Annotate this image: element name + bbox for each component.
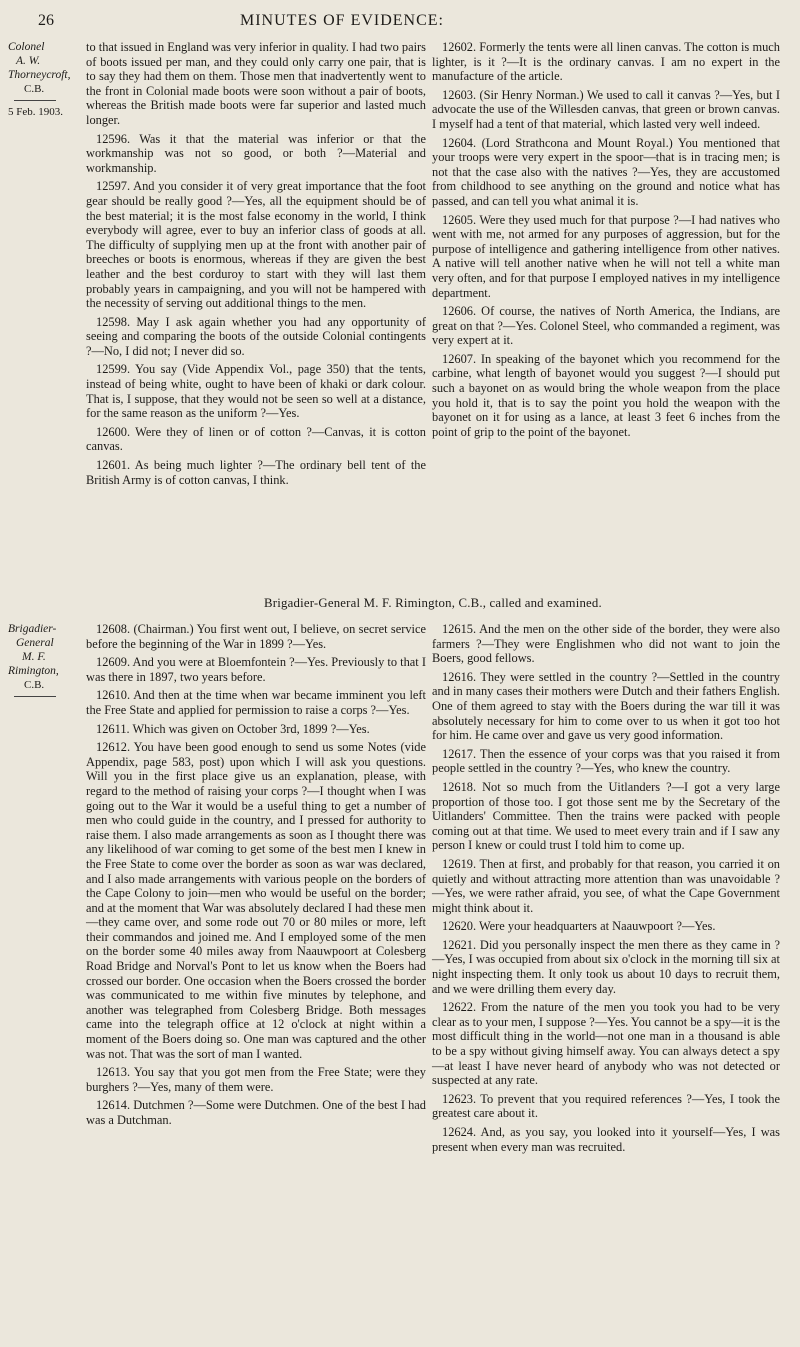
paragraph: 12607. In speaking of the bayonet which you recommend for the carbine, what length of bayonet would you suggest ?—I should put such a bayonet on as would bring the whole weapon from the place you hold it, that is to say the point you hold the weapon with the bayonet on it for using as a lance, at least 3 feet 6 inches from the point of grip to the point of the bayonet. xyxy=(432,351,780,439)
paragraph: 12613. You say that you got men from the Free State; were they burghers ?—Yes, many of them were. xyxy=(86,1065,426,1094)
paragraph: 12596. Was it that the material was inferior or that the workmanship was not so good, or both ?—Material and workmanship. xyxy=(86,131,426,175)
sidenote-line: A. W. xyxy=(16,55,41,67)
page-header xyxy=(0,10,800,36)
paragraph: 12615. And the men on the other side of the border, they were also farmers ?—They were Englishmen who did not want to join the Boers, good fellows. xyxy=(432,622,780,666)
paragraph: 12623. To prevent that you required references ?—Yes, I took the greatest care about it. xyxy=(432,1091,780,1121)
sidenote-line: Brigadier- xyxy=(8,623,57,635)
paragraph: 12624. And, as you say, you looked into it yourself—Yes, I was present when every man was recruited. xyxy=(432,1125,780,1154)
paragraph: 12616. They were settled in the country ?—Settled in the country and in many cases their mothers were Dutch and their fathers English. One of them agreed to stay with the Boers during the war till it was absolutely necessary for him to come over to us when it got too hot for him. He came over and gave us very good information. xyxy=(432,669,780,743)
paragraph: 12617. Then the essence of your corps was that you raised it from people settled in the country ?—Yes, who knew the country. xyxy=(432,746,780,776)
paragraph: 12600. Were they of linen or of cotton ?—Canvas, it is cotton canvas. xyxy=(86,424,426,454)
running-title: MINUTES OF EVIDENCE: xyxy=(240,12,444,29)
column-left-2 xyxy=(86,622,426,1132)
paragraph: 12604. (Lord Strathcona and Mount Royal.) You mentioned that your troops were very expert in the spoor—that is in tracing men; is not that the case also with the natives ?—Yes, they are accustomed from childhood to see anything on the ground and notice what has passed, and can tell you what animal it is. xyxy=(432,135,780,208)
paragraph: 12603. (Sir Henry Norman.) We used to call it canvas ?—Yes, but I advocate the use of the Willesden canvas, that green or brown canvas. I myself had a tent of that material, which lasted very well indeed. xyxy=(432,87,780,131)
sidenote-line: C.B. xyxy=(24,83,45,95)
paragraph: 12612. You have been good enough to send us some Notes (vide Appendix, page 583, post) upon which I will ask you questions. Will you in the first place give us an explanation, please, with regard to the method of raising your corps ?—I thought when I was going out to the War it would be a useful thing to get a number of men who could guide in the country, and I pressed for authority to raise them. I also made arrangements as soon as I thought there was any likelihood of war coming to get some of the best men I knew in the Free State to come over the border as soon as war was declared, and I also made arrangements with various people on the borders of the Cape Colony to join—men who would be useful on the border; and at the moment that War was absolutely declared I had these men—they came over, and some rode out 70 or 80 miles or more, left their commandos and joined me. And I employed some of the men on the border some 40 miles away from Naauwpoort at Colesberg Road Bridge and Norval's Pont to let us know when the Boers had crossed our border. One occasion when the Boers crossed the border was communicated to me within five minutes by telephone, and another was telegraphed from Colesberg Bridge. Both messages came into the telegraph office at 12 o'clock at night within a moment of the Boers doing so. One man was captured and the other was not. That was the sort of man I wanted. xyxy=(86,740,426,1061)
paragraph: 12609. And you were at Bloemfontein ?—Yes. Previously to that I was there in 1897, two years before. xyxy=(86,655,426,684)
paragraph: 12601. As being much lighter ?—The ordinary bell tent of the British Army is of cotton canvas, I think. xyxy=(86,458,426,487)
paragraph: 12620. Were your headquarters at Naauwpoort ?—Yes. xyxy=(442,919,716,934)
paragraph: 12599. You say (Vide Appendix Vol., page 350) that the tents, instead of being white, ought to have been of khaki or dark colour. That is, I suppose, that they would not be seen so well at a distance, for the same reason as the uniform ?—Yes. xyxy=(86,362,426,421)
page-number: 26 xyxy=(38,12,54,29)
witness-sidenote-1 xyxy=(8,40,78,119)
paragraph: 12619. Then at first, and probably for that reason, you carried it on quietly and without attracting more attention than was unavoidable ?—Yes, we were rather afraid, you see, of what the Cape Government might think about it. xyxy=(432,856,780,915)
paragraph: 12606. Of course, the natives of North America, the Indians, are great on that ?—Yes. Colonel Steel, who commanded a regiment, was very expert at it. xyxy=(432,304,780,348)
column-right-1 xyxy=(432,40,780,443)
sidenote-line: C.B. xyxy=(24,679,45,691)
sidenote-line: Rimington, xyxy=(8,665,59,677)
paragraph: 12622. From the nature of the men you took you had to be very clear as to your men, I suppose ?—Yes. You cannot be a spy—it is the most difficult thing in the world—not one man in a thousand is able to be a spy without giving himself away. You can always detect a spy—at least I have never heard of anybody who was not detected or suspected at any rate. xyxy=(432,1000,780,1088)
paragraph: 12605. Were they used much for that purpose ?—I had natives who went with me, not armed for any purposes of aggression, but for the purpose of intelligence and gathering intelligence from other natives. A native will tell another native when he will not tell a white man very often, and for that purpose I employed natives in my intelligence department. xyxy=(432,212,780,300)
sidenote-line: General xyxy=(16,637,54,649)
paragraph: 12610. And then at the time when war became imminent you left the Free State and applied for permission to raise a corps ?—Yes. xyxy=(86,688,426,717)
paragraph: 12598. May I ask again whether you had any opportunity of seeing and comparing the boots of the outside Colonial contingents ?—No, I did not; I never did so. xyxy=(86,314,426,358)
sidenote-line: Colonel xyxy=(8,41,45,53)
paragraph: 12614. Dutchmen ?—Some were Dutchmen. One of the best I had was a Dutchman. xyxy=(86,1098,426,1127)
paragraph: to that issued in England was very inferior in quality. I had two pairs of boots issued per man, and they could only carry one pair, that is to say they had them on them. Those men that inadvertently went to the front in Colonial made boots were soon without a pair of boots, whereas the British made boots were far superior and lasted much longer. xyxy=(86,40,426,127)
paragraph: 12608. (Chairman.) You first went out, I believe, on secret service before the beginning of the War in 1899 ?—Yes. xyxy=(86,622,426,651)
sidenote-line: M. F. xyxy=(22,651,46,663)
column-right-2 xyxy=(432,622,780,1158)
paragraph: 12611. Which was given on October 3rd, 1899 ?—Yes. xyxy=(96,721,370,736)
paragraph: 12621. Did you personally inspect the men there as they came in ?—Yes, I was occupied from about six o'clock in the morning till six at night inspecting them. It only took us about 10 days to recruit them, and we were drilling them every day. xyxy=(432,937,780,996)
sidenote-line: Thorneycroft, xyxy=(8,69,71,81)
column-left-1 xyxy=(86,40,426,491)
sidenote-date: 5 Feb. 1903. xyxy=(8,106,63,118)
sidenote-rule xyxy=(14,696,56,697)
paragraph: 12597. And you consider it of very great importance that the foot gear should be really good ?—Yes, all the equipment should be of the best material; it is the most false economy in the world, I think everybody will agree, ever to buy an inferior class of goods at all. The difficulty of supplying men up at the front with another pair of breeches or boots is enormous, whereas if they are given the best leather and the best corduroy to start with they will last them probably years in campaigning, and you will not be hampered with the necessity of serving out additional things to the men. xyxy=(86,179,426,311)
sidenote-rule xyxy=(14,100,56,101)
paragraph: 12602. Formerly the tents were all linen canvas. The cotton is much lighter, is it ?—It is the ordinary canvas. I am no expert in the manufacture of the article. xyxy=(432,40,780,84)
paragraph: 12618. Not so much from the Uitlanders ?—I got a very large proportion of those too. I got those sent me by the Secretary of the Uitlanders' Committee. Then the trains were packed with people coming out at that time. We used to meet every train and if I saw any person I knew or could trust I told him to come up. xyxy=(432,779,780,853)
witness-heading: Brigadier-General M. F. Rimington, C.B., called and examined. xyxy=(264,596,602,610)
witness-sidenote-2 xyxy=(8,622,78,701)
